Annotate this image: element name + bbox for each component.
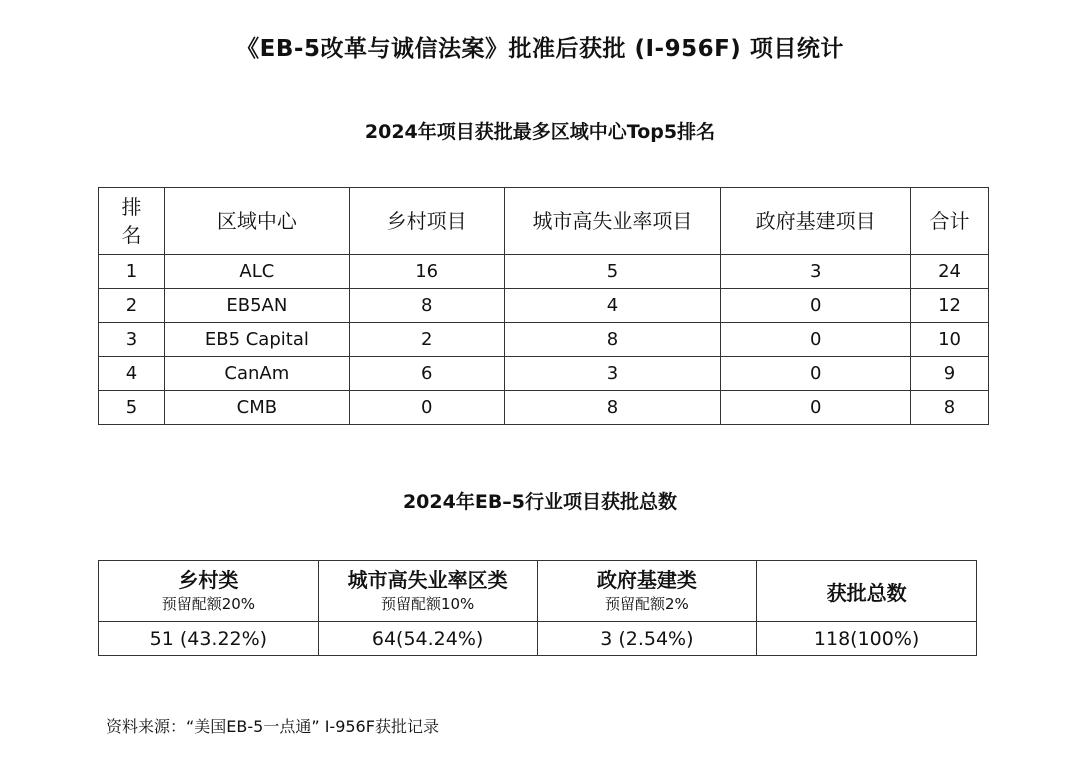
header-infra-category [537,561,757,622]
category-quota: 预留配额10% [380,595,475,613]
cell-total: 12 [911,289,989,323]
cell-infra: 0 [721,323,911,357]
cell-center: EB5 Capital [164,323,349,357]
cell-center: EB5AN [164,289,349,323]
header-rank [99,188,165,255]
header-rural-category [99,561,319,622]
header-total-approved: 获批总数 [757,561,977,622]
category-quota: 预留配额20% [161,595,256,613]
cell-infra: 0 [721,391,911,425]
cell-center: CanAm [164,357,349,391]
cell-rank: 2 [99,289,165,323]
cell-infra-count: 3 (2.54%) [537,622,757,656]
cell-infra: 3 [721,255,911,289]
cell-urban: 3 [504,357,721,391]
cell-urban-count: 64(54.24%) [318,622,537,656]
cell-rural: 8 [349,289,504,323]
cell-center: CMB [164,391,349,425]
cell-urban: 5 [504,255,721,289]
cell-rank: 1 [99,255,165,289]
cell-rural: 2 [349,323,504,357]
cell-urban: 4 [504,289,721,323]
category-name: 城市高失业率区类 [347,568,508,592]
cell-rank: 5 [99,391,165,425]
cell-infra: 0 [721,289,911,323]
category-name: 乡村类 [178,568,239,592]
header-urban: 城市高失业率项目 [504,188,721,255]
cell-total-count: 118(100%) [757,622,977,656]
header-rank-label: 排名 [121,195,142,247]
industry-table [98,560,977,656]
ranking-table-title: 2024年项目获批最多区域中心Top5排名 [364,121,716,143]
header-infra: 政府基建项目 [721,188,911,255]
industry-table-title: 2024年EB–5行业项目获批总数 [402,491,678,513]
header-urban-category [318,561,537,622]
table-row [99,289,989,323]
category-quota: 预留配额2% [604,595,689,613]
header-center: 区域中心 [164,188,349,255]
table-row [99,622,977,656]
industry-header-row [99,561,977,622]
cell-total: 8 [911,391,989,425]
page-title: 《EB-5改革与诚信法案》批准后获批 (I-956F) 项目统计 [236,36,844,62]
cell-total: 24 [911,255,989,289]
table-row [99,391,989,425]
category-name: 政府基建类 [596,568,697,592]
ranking-table [98,187,989,425]
cell-center: ALC [164,255,349,289]
cell-rural: 0 [349,391,504,425]
cell-urban: 8 [504,323,721,357]
table-row [99,357,989,391]
table-row [99,255,989,289]
table-row [99,323,989,357]
cell-total: 10 [911,323,989,357]
cell-rural: 6 [349,357,504,391]
cell-urban: 8 [504,391,721,425]
ranking-header-row [99,188,989,255]
header-total: 合计 [911,188,989,255]
header-rural: 乡村项目 [349,188,504,255]
cell-rank: 3 [99,323,165,357]
cell-rural: 16 [349,255,504,289]
cell-infra: 0 [721,357,911,391]
cell-total: 9 [911,357,989,391]
source-note: 资料来源：“美国EB-5一点通” I-956F获批记录 [106,717,439,736]
cell-rural-count: 51 (43.22%) [99,622,319,656]
cell-rank: 4 [99,357,165,391]
